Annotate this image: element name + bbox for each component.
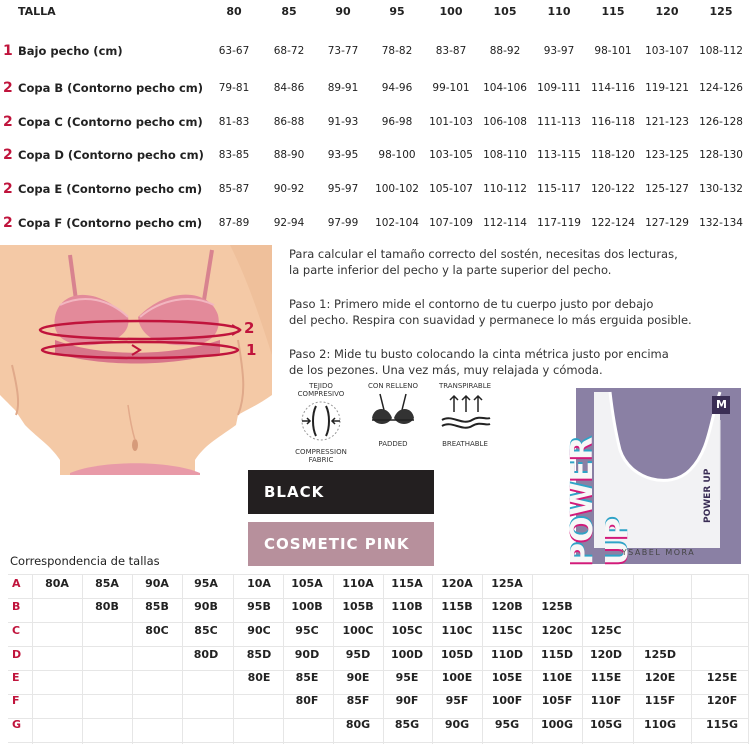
size-table-header-label: TALLA (18, 5, 56, 18)
size-cell: 101-103 (429, 116, 473, 128)
grid-line (748, 574, 749, 744)
correspondence-row-label: B (12, 600, 21, 613)
correspondence-cell: 100G (541, 718, 573, 731)
correspondence-cell: 110D (490, 648, 524, 661)
correspondence-cell: 80F (295, 694, 319, 707)
correspondence-cell: 105G (590, 718, 622, 731)
instructions-intro-line2: la parte inferior del pecho y la parte superior del pecho. (289, 263, 612, 277)
size-cell: 128-130 (699, 149, 743, 161)
correspondence-cell: 115A (391, 577, 423, 590)
correspondence-cell: 120E (644, 671, 676, 684)
feature-icon-breathable: TRANSPIRABLE BREATHABLE (432, 382, 498, 452)
correspondence-cell: 90D (294, 648, 320, 661)
size-header-6: 110 (547, 5, 571, 18)
correspondence-cell: 10A (247, 577, 271, 590)
grid-line (8, 622, 748, 623)
row-marker: 2 (3, 114, 13, 130)
color-swatch-cosmetic-pink[interactable] (248, 522, 434, 566)
illustration-marker-upper: 2 (244, 319, 255, 337)
correspondence-cell: 115C (491, 624, 523, 637)
compression-icon (288, 398, 354, 444)
size-cell: 123-125 (645, 149, 689, 161)
size-cell: 115-117 (537, 183, 581, 195)
correspondence-cell: 125E (706, 671, 738, 684)
correspondence-cell: 105E (491, 671, 523, 684)
correspondence-cell: 80B (95, 600, 119, 613)
correspondence-cell: 80E (247, 671, 271, 684)
grid-line (8, 598, 748, 599)
correspondence-cell: 100D (390, 648, 424, 661)
size-cell: 108-112 (699, 45, 743, 57)
correspondence-cell: 85C (194, 624, 218, 637)
grid-line (8, 646, 748, 647)
correspondence-cell: 85A (95, 577, 119, 590)
instructions (289, 246, 709, 378)
correspondence-row-label: A (12, 577, 21, 590)
correspondence-cell: 115G (706, 718, 738, 731)
size-cell: 88-92 (489, 45, 521, 57)
size-cell: 93-95 (327, 149, 359, 161)
correspondence-cell: 90G (444, 718, 470, 731)
correspondence-cell: 120C (541, 624, 573, 637)
correspondence-cell: 105D (440, 648, 474, 661)
size-header-4: 100 (439, 5, 463, 18)
correspondence-cell: 120A (441, 577, 473, 590)
size-cell: 104-106 (483, 82, 527, 94)
size-cell: 100-102 (375, 183, 419, 195)
grid-line (8, 742, 748, 743)
correspondence-cell: 85F (346, 694, 370, 707)
color-swatch-black-label: BLACK (264, 483, 325, 501)
size-cell: 105-107 (429, 183, 473, 195)
size-cell: 68-72 (273, 45, 305, 57)
correspondence-cell: 110E (541, 671, 573, 684)
size-cell: 118-120 (591, 149, 635, 161)
size-cell: 103-107 (645, 45, 689, 57)
size-cell: 89-91 (327, 82, 359, 94)
size-header-5: 105 (493, 5, 517, 18)
correspondence-cell: 80D (193, 648, 219, 661)
row-marker: 2 (3, 147, 13, 163)
instructions-step2-line1: Paso 2: Mide tu busto colocando la cinta métrica justo por encima (289, 347, 669, 361)
size-cell: 125-127 (645, 183, 689, 195)
correspondence-cell: 95D (345, 648, 371, 661)
correspondence-cell: 95E (395, 671, 419, 684)
size-cell: 127-129 (645, 217, 689, 229)
correspondence-cell: 95F (445, 694, 469, 707)
correspondence-cell: 80A (45, 577, 69, 590)
correspondence-cell: 85B (145, 600, 169, 613)
correspondence-cell: 95A (194, 577, 218, 590)
correspondence-title: Correspondencia de tallas (10, 554, 160, 568)
size-cell: 113-115 (537, 149, 581, 161)
row-marker: 2 (3, 181, 13, 197)
correspondence-row-label: D (12, 648, 22, 661)
instructions-step2-line2: de los pezones. Una vez más, muy relajada y cómoda. (289, 363, 603, 377)
size-header-7: 115 (601, 5, 625, 18)
correspondence-cell: 120F (706, 694, 738, 707)
correspondence-cell: 90C (247, 624, 271, 637)
size-header-2: 90 (335, 5, 351, 18)
product-side-tag: POWER UP (703, 468, 713, 523)
size-cell: 83-87 (435, 45, 467, 57)
size-cell: 93-97 (543, 45, 575, 57)
correspondence-cell: 80C (145, 624, 169, 637)
size-cell: 78-82 (381, 45, 413, 57)
correspondence-cell: 110F (590, 694, 622, 707)
correspondence-cell: 115B (441, 600, 473, 613)
correspondence-cell: 105C (391, 624, 423, 637)
correspondence-cell: 85E (295, 671, 319, 684)
row-marker: 2 (3, 215, 13, 231)
row-marker: 1 (3, 43, 13, 59)
correspondence-row-label: G (12, 718, 22, 731)
padded-icon (360, 390, 426, 436)
size-cell: 112-114 (483, 217, 527, 229)
product-brand: YSABEL MORA (621, 548, 696, 557)
illustration-marker-lower: 1 (246, 341, 257, 359)
correspondence-cell: 105F (541, 694, 573, 707)
instructions-intro-line1: Para calcular el tamaño correcto del sostén, necesitas dos lecturas, (289, 247, 678, 261)
correspondence-cell: 80G (345, 718, 371, 731)
correspondence-cell: 115D (540, 648, 574, 661)
correspondence-row-label: C (12, 624, 21, 637)
size-cell: 98-101 (594, 45, 632, 57)
row-label: Bajo pecho (cm) (18, 44, 123, 58)
size-cell: 85-87 (218, 183, 250, 195)
row-label: Copa D (Contorno pecho cm) (18, 148, 204, 162)
row-marker: 2 (3, 80, 13, 96)
size-cell: 119-121 (645, 82, 689, 94)
correspondence-cell: 90E (346, 671, 370, 684)
size-header-1: 85 (281, 5, 297, 18)
size-cell: 87-89 (218, 217, 250, 229)
size-cell: 73-77 (327, 45, 359, 57)
product-image (565, 380, 747, 572)
size-cell: 110-112 (483, 183, 527, 195)
correspondence-cell: 100E (441, 671, 473, 684)
size-header-0: 80 (226, 5, 242, 18)
size-cell: 99-101 (432, 82, 470, 94)
size-cell: 106-108 (483, 116, 527, 128)
row-label: Copa E (Contorno pecho cm) (18, 182, 203, 196)
size-cell: 111-113 (537, 116, 581, 128)
correspondence-cell: 125C (590, 624, 622, 637)
correspondence-cell: 115F (644, 694, 676, 707)
size-cell: 83-85 (218, 149, 250, 161)
size-cell: 126-128 (699, 116, 743, 128)
bra-illustration (0, 245, 272, 475)
correspondence-cell: 95C (295, 624, 319, 637)
size-cell: 109-111 (537, 82, 581, 94)
size-cell: 92-94 (273, 217, 305, 229)
correspondence-cell: 120D (589, 648, 623, 661)
row-label: Copa F (Contorno pecho cm) (18, 216, 203, 230)
size-cell: 120-122 (591, 183, 635, 195)
grid-line (8, 574, 748, 575)
row-label: Copa B (Contorno pecho cm) (18, 81, 204, 95)
size-cell: 107-109 (429, 217, 473, 229)
size-cell: 84-86 (273, 82, 305, 94)
size-cell: 81-83 (218, 116, 250, 128)
size-cell: 122-124 (591, 217, 635, 229)
correspondence-cell: 110A (342, 577, 374, 590)
size-cell: 97-99 (327, 217, 359, 229)
correspondence-cell: 95G (494, 718, 520, 731)
size-header-9: 125 (709, 5, 733, 18)
correspondence-row-label: E (12, 671, 20, 684)
color-swatch-cosmetic-pink-label: COSMETIC PINK (264, 535, 410, 553)
correspondence-cell: 90A (145, 577, 169, 590)
correspondence-cell: 85G (394, 718, 420, 731)
correspondence-cell: 125D (643, 648, 677, 661)
correspondence-cell: 110B (391, 600, 423, 613)
correspondence-cell: 115E (590, 671, 622, 684)
size-cell: 132-134 (699, 217, 743, 229)
size-cell: 88-90 (273, 149, 305, 161)
correspondence-cell: 85D (246, 648, 272, 661)
correspondence-cell: 125A (491, 577, 523, 590)
size-cell: 116-118 (591, 116, 635, 128)
correspondence-cell: 100B (291, 600, 323, 613)
size-cell: 63-67 (218, 45, 250, 57)
color-swatch-black[interactable] (248, 470, 434, 514)
feature-icon-compression: TEJIDO COMPRESIVO COMPRESSION FABRIC (288, 382, 354, 452)
size-header-3: 95 (389, 5, 405, 18)
size-cell: 86-88 (273, 116, 305, 128)
correspondence-cell: 105A (291, 577, 323, 590)
correspondence-cell: 90F (395, 694, 419, 707)
size-cell: 114-116 (591, 82, 635, 94)
instructions-step1-line2: del pecho. Respira con suavidad y permanece lo más erguida posible. (289, 313, 692, 327)
product-title: POWER UP (565, 435, 635, 565)
feature-icon-padded: CON RELLENO PADDED (360, 382, 426, 452)
torso-illustration (0, 245, 272, 475)
correspondence-cell: 110G (644, 718, 676, 731)
size-cell: 79-81 (218, 82, 250, 94)
size-cell: 108-110 (483, 149, 527, 161)
breathable-icon (432, 390, 498, 436)
size-cell: 117-119 (537, 217, 581, 229)
correspondence-row-label: F (12, 694, 20, 707)
correspondence-cell: 100C (342, 624, 374, 637)
size-cell: 98-100 (378, 149, 416, 161)
size-cell: 91-93 (327, 116, 359, 128)
size-cell: 90-92 (273, 183, 305, 195)
product-size-tag: M (716, 398, 727, 411)
size-cell: 96-98 (381, 116, 413, 128)
size-cell: 130-132 (699, 183, 743, 195)
row-label: Copa C (Contorno pecho cm) (18, 115, 203, 129)
instructions-step1-line1: Paso 1: Primero mide el contorno de tu cuerpo justo por debajo (289, 297, 654, 311)
size-cell: 102-104 (375, 217, 419, 229)
correspondence-cell: 105B (342, 600, 374, 613)
correspondence-cell: 100F (491, 694, 523, 707)
size-cell: 95-97 (327, 183, 359, 195)
size-cell: 103-105 (429, 149, 473, 161)
correspondence-cell: 120B (491, 600, 523, 613)
size-cell: 94-96 (381, 82, 413, 94)
size-cell: 121-123 (645, 116, 689, 128)
correspondence-cell: 90B (194, 600, 218, 613)
correspondence-cell: 95B (247, 600, 271, 613)
correspondence-cell: 110C (441, 624, 473, 637)
size-header-8: 120 (655, 5, 679, 18)
size-cell: 124-126 (699, 82, 743, 94)
correspondence-cell: 125B (541, 600, 573, 613)
